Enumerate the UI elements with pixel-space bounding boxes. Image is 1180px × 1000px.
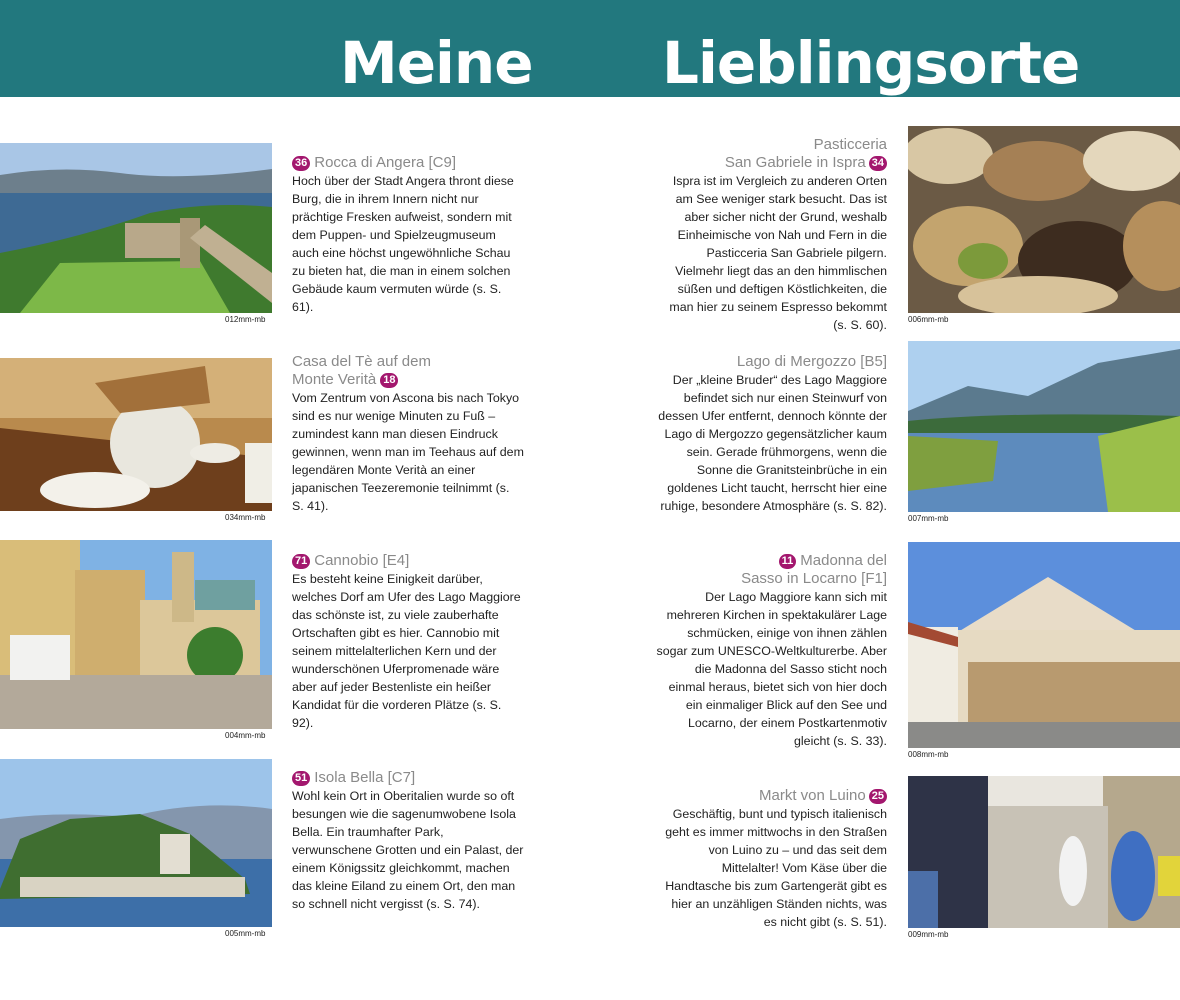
entry-description: Es besteht keine Einigkeit darüber, welches Dorf am Ufer des Lago Maggiore das schönste ist, zu viele zauberhafte Ortschaften gibt es hier. Cannobio mit seinem mittelalterlichen Kern und der wunderschönen Uferpromenade wäre aber auf jeder Bestenliste ein heißer Kandidat für die vorderen Plätze (s. S. 92). bbox=[292, 572, 521, 730]
photo-cannobio bbox=[0, 540, 272, 729]
entry-title bbox=[292, 154, 524, 172]
entry-text bbox=[292, 154, 524, 316]
entry-number-badge: 25 bbox=[869, 789, 887, 804]
entry-number-badge: 71 bbox=[292, 554, 310, 569]
entry-title bbox=[292, 769, 524, 787]
entry-description: Ispra ist im Vergleich zu anderen Orten am See weniger stark besucht. Das ist aber sicher nicht der Grund, weshalb Einheimische von Nah und Fern in die Pasticceria San Gabriele pilgern. Vielmehr liegt das an den himmlischen süßen und deftigen Köstlichkeiten, die man hier zu seinem Espresso bekommt (s. S. 60). bbox=[669, 174, 887, 332]
photo-isola-bella bbox=[0, 759, 272, 927]
entry-title-line: Lago di Mergozzo [B5] bbox=[736, 353, 887, 370]
entry-title-line: Sasso in Locarno [F1] bbox=[741, 570, 887, 587]
photo-markt-von-luino bbox=[908, 776, 1180, 928]
entry-description: Vom Zentrum von Ascona bis nach Tokyo sind es nur wenige Minuten zu Fuß – zumindest kann man diesen Eindruck gewinnen, wenn man im Teehaus auf dem legendären Monte Verità an einer japanischen Teezeremonie teilnimmt (s. S. 41). bbox=[292, 391, 524, 513]
entry-title-line: Casa del Tè auf dem bbox=[292, 353, 431, 370]
entry-number-badge: 51 bbox=[292, 771, 310, 786]
entry-title-line: Rocca di Angera [C9] bbox=[314, 154, 456, 171]
entry-description: Hoch über der Stadt Angera thront diese Burg, die in ihrem Innern nicht nur prächtige Fresken aufweist, sondern mit dem Puppen- und Spielzeugmuseum auch eine höchst ungewöhnliche Schau zu bieten hat, die man in einem solchen Gebäude kaum vermuten würde (s. S. 61). bbox=[292, 174, 514, 314]
entry-text bbox=[292, 552, 524, 732]
entry-title-line: Pasticceria bbox=[813, 136, 887, 153]
entry-description: Geschäftig, bunt und typisch italienisch geht es immer mittwochs in den Straßen von Luino zu – und das seit dem Mittelalter! Vom Käse über die Handtasche bis zum Gartengerät gibt es hier an unzähligen Ständen nichts, was es nicht gibt (s. S. 51). bbox=[665, 807, 887, 929]
entry-title bbox=[656, 353, 887, 371]
photo-credit: 008mm-mb bbox=[908, 750, 949, 759]
photo-credit: 004mm-mb bbox=[225, 731, 266, 740]
photo-madonna-del-sasso bbox=[908, 542, 1180, 748]
photo-credit: 007mm-mb bbox=[908, 514, 949, 523]
entry-title-line: Monte Verità bbox=[292, 371, 377, 388]
entry-description: Wohl kein Ort in Oberitalien wurde so oft besungen wie die sagenumwobene Isola Bella. Ein traumhafter Park, verwunschene Grotten und ein Palast, der einem Königssitz gleichkommt, machen das kleine Eiland zu einem Ort, den man so schnell nicht vergisst (s. S. 74). bbox=[292, 789, 524, 911]
photo-credit: 034mm-mb bbox=[225, 513, 266, 522]
entry-text bbox=[656, 353, 887, 515]
photo-rocca-di-angera bbox=[0, 143, 272, 313]
entry-title bbox=[656, 787, 887, 805]
entry-text bbox=[292, 353, 524, 515]
entry-title-line: Madonna del bbox=[800, 552, 887, 569]
photo-casa-del-te bbox=[0, 358, 272, 511]
entry-description: Der Lago Maggiore kann sich mit mehreren Kirchen in spektakulärer Lage schmücken, einige von ihnen zählen sogar zum UNESCO-Weltkulturerbe. Aber die Madonna del Sasso sticht noch einmal heraus, bietet sich von hier doch ein einmaliger Blick auf den See und Locarno, der einem Postkartenmotiv gleicht (s. S. 33). bbox=[656, 590, 887, 748]
entry-number-badge: 34 bbox=[869, 156, 887, 171]
entry-text bbox=[292, 769, 524, 913]
entry-title-line: Isola Bella [C7] bbox=[314, 769, 416, 786]
entry-title-line: San Gabriele in Ispra bbox=[724, 154, 866, 171]
entry-number-badge: 18 bbox=[380, 373, 398, 388]
photo-pasticceria bbox=[908, 126, 1180, 313]
header-band bbox=[0, 0, 1180, 97]
photo-credit: 009mm-mb bbox=[908, 930, 949, 939]
entry-title bbox=[656, 552, 887, 588]
photo-lago-di-mergozzo bbox=[908, 341, 1180, 512]
entry-text bbox=[656, 787, 887, 931]
entry-title bbox=[292, 353, 524, 389]
entry-text bbox=[656, 136, 887, 334]
entry-title bbox=[292, 552, 524, 570]
entry-title bbox=[656, 136, 887, 172]
entry-title-line: Markt von Luino bbox=[759, 787, 866, 804]
entry-title-line: Cannobio [E4] bbox=[314, 552, 410, 569]
photo-credit: 006mm-mb bbox=[908, 315, 949, 324]
entry-number-badge: 11 bbox=[779, 554, 797, 569]
entry-number-badge: 36 bbox=[292, 156, 310, 171]
heading-word-lieblingsorte: Lieblingsorte bbox=[662, 29, 1080, 97]
heading-word-meine: Meine bbox=[340, 29, 533, 97]
entry-description: Der „kleine Bruder“ des Lago Maggiore befindet sich nur einen Steinwurf von dessen Ufer entfernt, dennoch könnte der Lago di Mergozzo gegensätzlicher kaum sein. Gerade frühmorgens, wenn die Sonne die Granitsteinbrüche in ein goldenes Licht taucht, herrscht hier eine ruhige, besondere Atmosphäre (s. S. 82). bbox=[658, 373, 887, 513]
photo-credit: 012mm-mb bbox=[225, 315, 266, 324]
photo-credit: 005mm-mb bbox=[225, 929, 266, 938]
entry-text bbox=[656, 552, 887, 750]
